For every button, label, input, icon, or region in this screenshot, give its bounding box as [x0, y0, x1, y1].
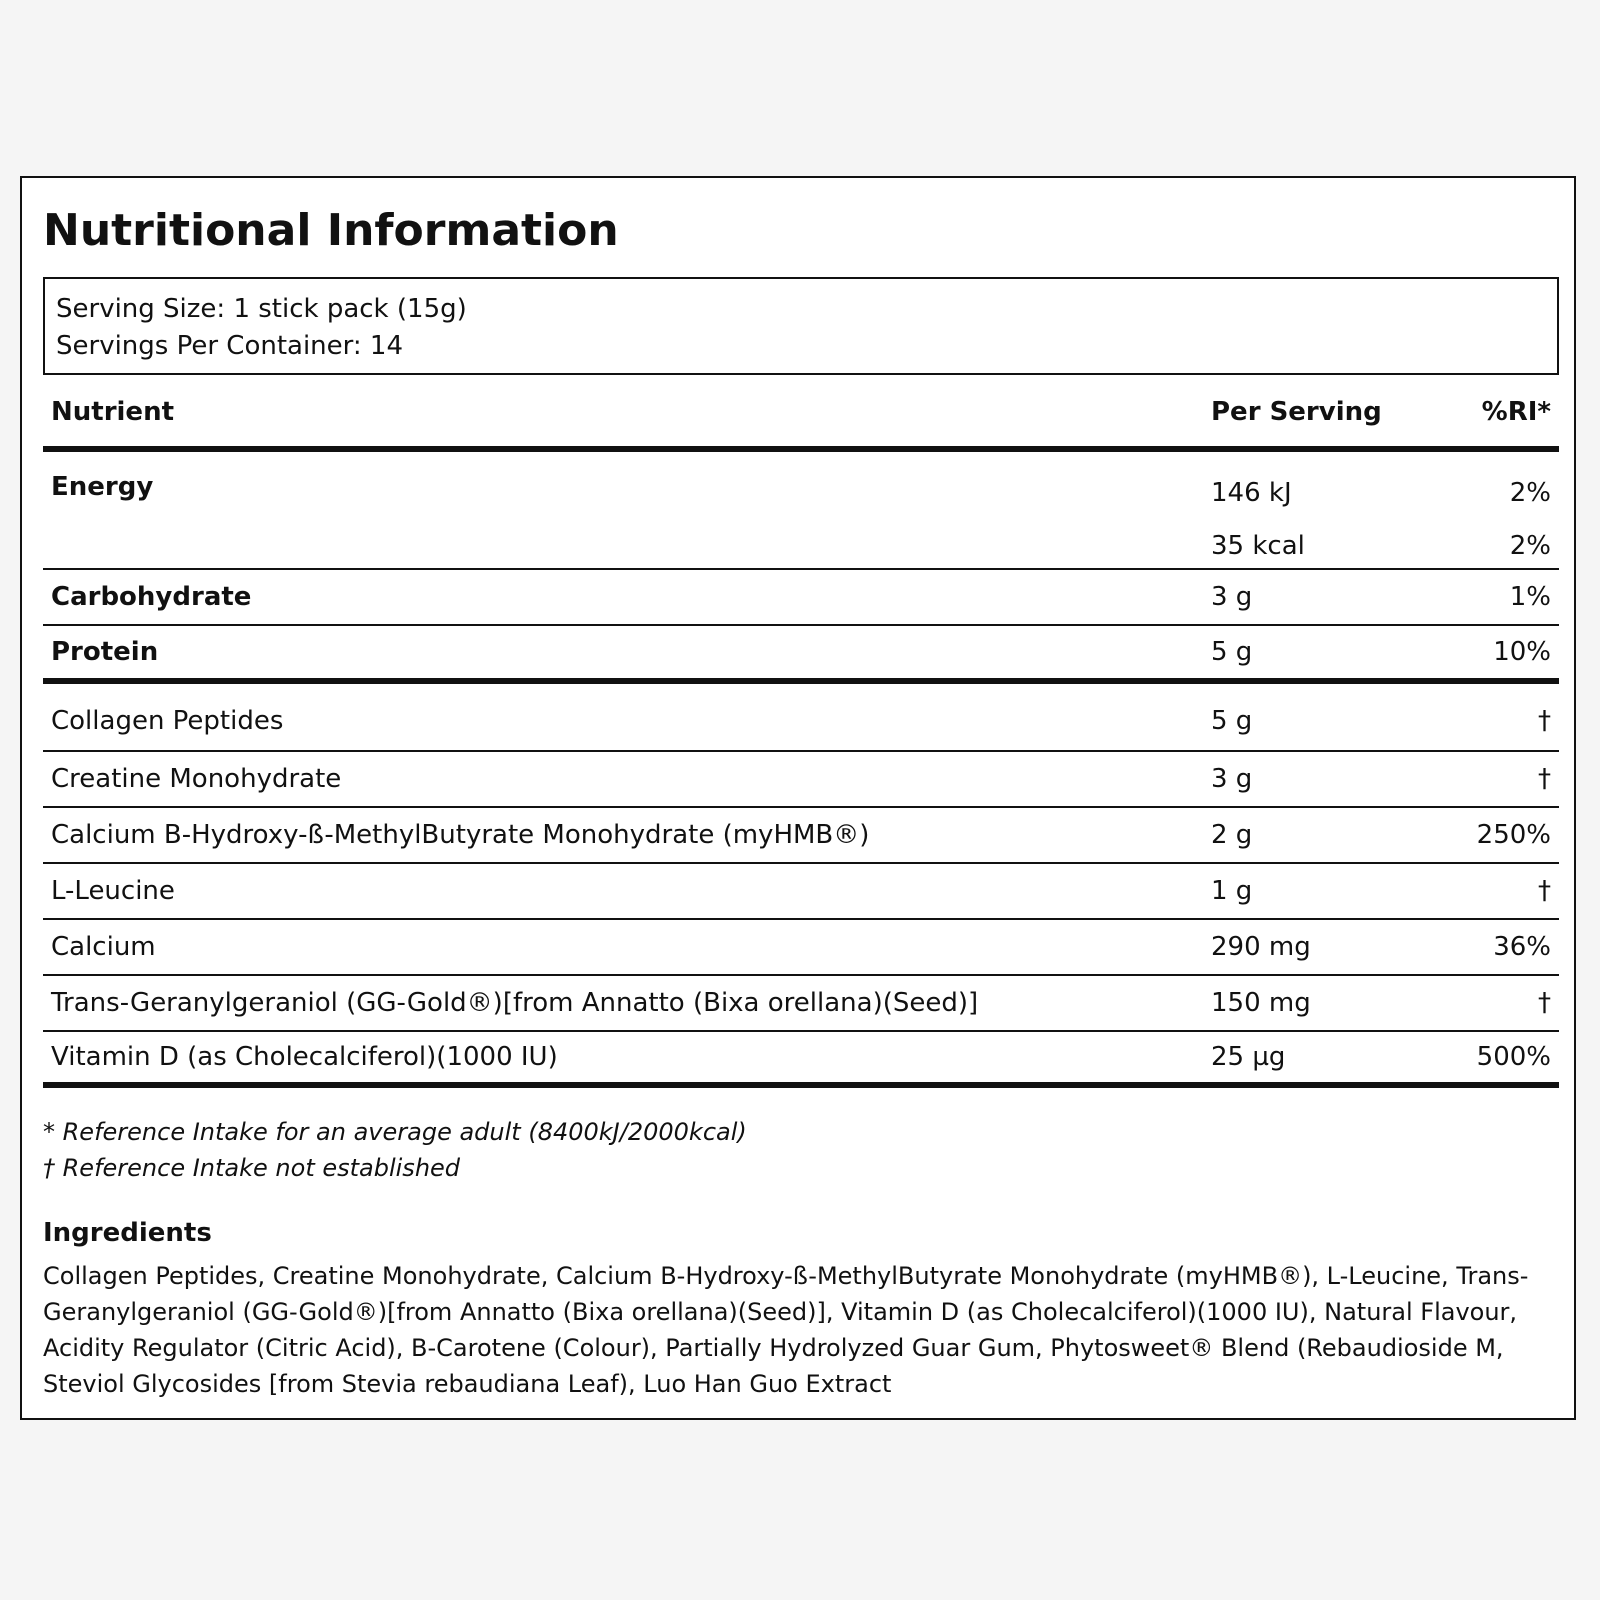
nutrient-amount: 290 mg: [1211, 932, 1311, 962]
nutrient-name: Calcium B-Hydroxy-ß-MethylButyrate Monohydrate (myHMB®): [51, 820, 870, 850]
page-title: Nutritional Information: [43, 205, 619, 256]
nutrient-amount: 3 g: [1211, 764, 1253, 794]
nutrient-amount: 25 µg: [1211, 1042, 1286, 1072]
footnotes: [43, 1114, 747, 1186]
nutrient-ri: 1%: [1509, 582, 1551, 612]
footnote-not-established: † Reference Intake not established: [43, 1154, 461, 1182]
energy-kj-ri: 2%: [1509, 477, 1551, 508]
serving-size: Serving Size: 1 stick pack (15g): [56, 294, 467, 324]
energy-amounts: [1211, 452, 1461, 572]
nutrient-name: Energy: [51, 472, 154, 502]
energy-kcal-ri: 2%: [1509, 530, 1551, 561]
table-row: [43, 684, 1559, 752]
table-row-energy: [43, 452, 1559, 570]
table-row: [43, 752, 1559, 808]
table-row-carbohydrate: [43, 570, 1559, 626]
nutrient-amount: 1 g: [1211, 876, 1253, 906]
table-row: [43, 920, 1559, 976]
table-row-protein: [43, 626, 1559, 684]
footnote-reference-intake: * Reference Intake for an average adult (8400kJ/2000kcal): [43, 1118, 747, 1146]
table-row: [43, 808, 1559, 864]
nutrient-name: Protein: [51, 637, 159, 667]
nutrient-ri: †: [1538, 764, 1551, 794]
nutrient-ri: 250%: [1476, 820, 1551, 850]
ingredients-line: Collagen Peptides, Creatine Monohydrate, Calcium B-Hydroxy-ß-MethylButyrate Monohydrate (myHMB®), L-Leucine, Trans-: [43, 1262, 1529, 1290]
ingredients-line: Geranylgeraniol (GG-Gold®)[from Annatto (Bixa orellana)(Seed)], Vitamin D (as Cholecalciferol)(1000 IU), Natural Flavour,: [43, 1298, 1518, 1326]
nutrient-amount: 3 g: [1211, 582, 1253, 612]
nutrient-amount: 2 g: [1211, 820, 1253, 850]
energy-ri: [1461, 452, 1551, 572]
header-nutrient: Nutrient: [51, 397, 175, 427]
header-ri: %RI*: [1481, 397, 1551, 427]
ingredients-list: [43, 1258, 1559, 1402]
energy-kj: 146 kJ: [1211, 477, 1292, 508]
table-row: [43, 864, 1559, 920]
nutrient-name: Vitamin D (as Cholecalciferol)(1000 IU): [51, 1042, 558, 1072]
nutrient-name: Collagen Peptides: [51, 706, 284, 736]
ingredients-heading: Ingredients: [43, 1218, 212, 1248]
servings-per-container: Servings Per Container: 14: [56, 331, 404, 361]
nutrient-ri: †: [1538, 706, 1551, 736]
nutrient-ri: 10%: [1493, 637, 1551, 667]
table-header-row: [43, 378, 1559, 452]
nutrient-name: Calcium: [51, 932, 156, 962]
nutrient-ri: †: [1538, 876, 1551, 906]
table-row: [43, 1032, 1559, 1088]
nutrition-table: [43, 378, 1559, 1088]
nutrition-panel: [20, 176, 1576, 1420]
ingredients-line: Acidity Regulator (Citric Acid), B-Carotene (Colour), Partially Hydrolyzed Guar Gum, Phytosweet® Blend (Rebaudioside M,: [43, 1334, 1504, 1362]
nutrient-name: Creatine Monohydrate: [51, 764, 342, 794]
serving-info-box: [43, 277, 1559, 375]
table-row: [43, 976, 1559, 1032]
nutrient-amount: 150 mg: [1211, 988, 1311, 1018]
nutrient-ri: †: [1538, 988, 1551, 1018]
nutrient-ri: 500%: [1476, 1042, 1551, 1072]
ingredients-line: Steviol Glycosides [from Stevia rebaudiana Leaf), Luo Han Guo Extract: [43, 1370, 892, 1398]
nutrient-name: Carbohydrate: [51, 582, 252, 612]
nutrient-name: L-Leucine: [51, 876, 175, 906]
energy-kcal: 35 kcal: [1211, 530, 1305, 561]
nutrient-name: Trans-Geranylgeraniol (GG-Gold®)[from Annatto (Bixa orellana)(Seed)]: [51, 988, 979, 1018]
header-per-serving: Per Serving: [1211, 397, 1382, 427]
nutrient-amount: 5 g: [1211, 706, 1253, 736]
nutrient-amount: 5 g: [1211, 637, 1253, 667]
nutrient-ri: 36%: [1493, 932, 1551, 962]
